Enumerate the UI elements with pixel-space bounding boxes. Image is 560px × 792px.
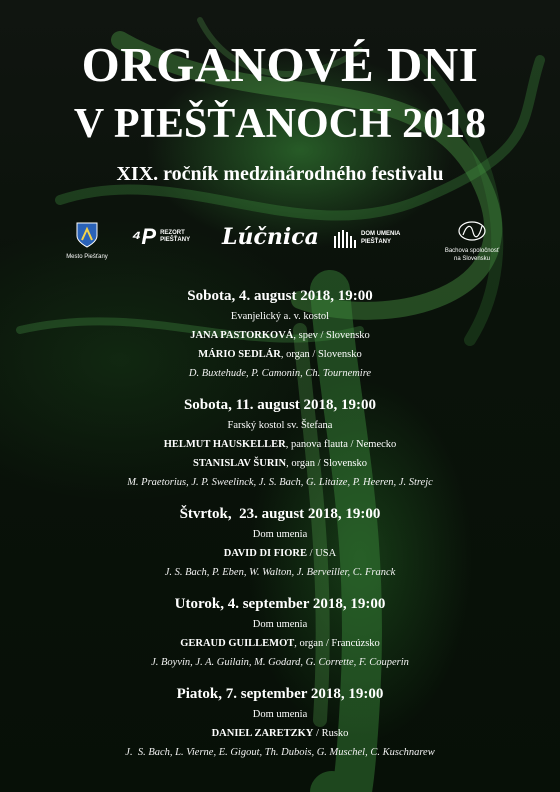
- concert-performer: STANISLAV ŠURIN, organ / Slovensko: [193, 458, 367, 469]
- concert-composers: J. S. Bach, L. Vierne, E. Gigout, Th. Dubois, G. Muschel, C. Kuschnarew: [125, 747, 435, 758]
- concert-date: Sobota, 4. august 2018, 19:00: [187, 288, 373, 304]
- festival-subtitle: XIX. ročník medzinárodného festivalu: [116, 163, 444, 185]
- concert-venue: Dom umenia: [252, 529, 308, 540]
- concert-performer: HELMUT HAUSKELLER, panova flauta / Nemecko: [163, 439, 397, 450]
- concert-item: [0, 285, 560, 383]
- concert-item: [0, 394, 560, 492]
- mesto-piestany-logo: Mesto Piešťany: [62, 222, 112, 261]
- festival-title-line1: ORGANOVÉ DNI: [81, 37, 479, 92]
- concert-composers: J. Boyvin, J. A. Guilain, M. Godard, G. Corrette, F. Couperin: [151, 657, 409, 668]
- rezort-piestany-logo: ⁴P REZORT PIEŠŤANY: [132, 224, 191, 249]
- concert-composers: J. S. Bach, P. Eben, W. Walton, J. Berveiller, C. Franck: [164, 567, 396, 578]
- concert-composers: M. Praetorius, J. P. Sweelinck, J. S. Bach, G. Litaize, P. Heeren, J. Strejc: [127, 477, 433, 488]
- lucnica-logo: Lúčnica: [222, 224, 319, 250]
- concert-performer: MÁRIO SEDLÁR, organ / Slovensko: [198, 349, 362, 360]
- concert-performer: DANIEL ZARETZKY / Rusko: [211, 728, 349, 739]
- concert-date: Piatok, 7. september 2018, 19:00: [176, 686, 384, 702]
- dom-umenia-mark-icon: [333, 226, 357, 250]
- concert-performer: DAVID DI FIORE / USA: [223, 548, 337, 559]
- festival-title-line2: V PIEŠŤANOCH 2018: [73, 101, 487, 147]
- concert-item: [0, 593, 560, 672]
- concert-performer: GERAUD GUILLEMOT, organ / Francúzsko: [180, 638, 380, 649]
- bach-monogram-icon: [457, 220, 487, 242]
- city-crest-icon: [76, 222, 98, 248]
- concert-date: Sobota, 11. august 2018, 19:00: [183, 397, 377, 413]
- bachova-spolocnost-logo: Bachova spoločnosť na Slovensku: [440, 220, 504, 263]
- dom-umenia-logo: DOM UMENIA PIEŠŤANY: [333, 226, 423, 250]
- concert-date: Štvrtok, 23. august 2018, 19:00: [179, 506, 381, 522]
- concert-performer: JANA PASTORKOVÁ, spev / Slovensko: [190, 330, 370, 341]
- sponsor-logos: [0, 218, 560, 268]
- concert-date: Utorok, 4. september 2018, 19:00: [174, 596, 386, 612]
- concert-venue: Evanjelický a. v. kostol: [230, 311, 330, 322]
- concert-venue: Dom umenia: [252, 709, 308, 720]
- rezort-mark-icon: ⁴P: [132, 224, 157, 249]
- concert-item: [0, 683, 560, 762]
- concert-item: [0, 503, 560, 582]
- concert-venue: Dom umenia: [252, 619, 308, 630]
- concert-list: [0, 285, 560, 773]
- concert-composers: D. Buxtehude, P. Camonin, Ch. Tournemire: [188, 368, 372, 379]
- concert-venue: Farský kostol sv. Štefana: [227, 420, 333, 431]
